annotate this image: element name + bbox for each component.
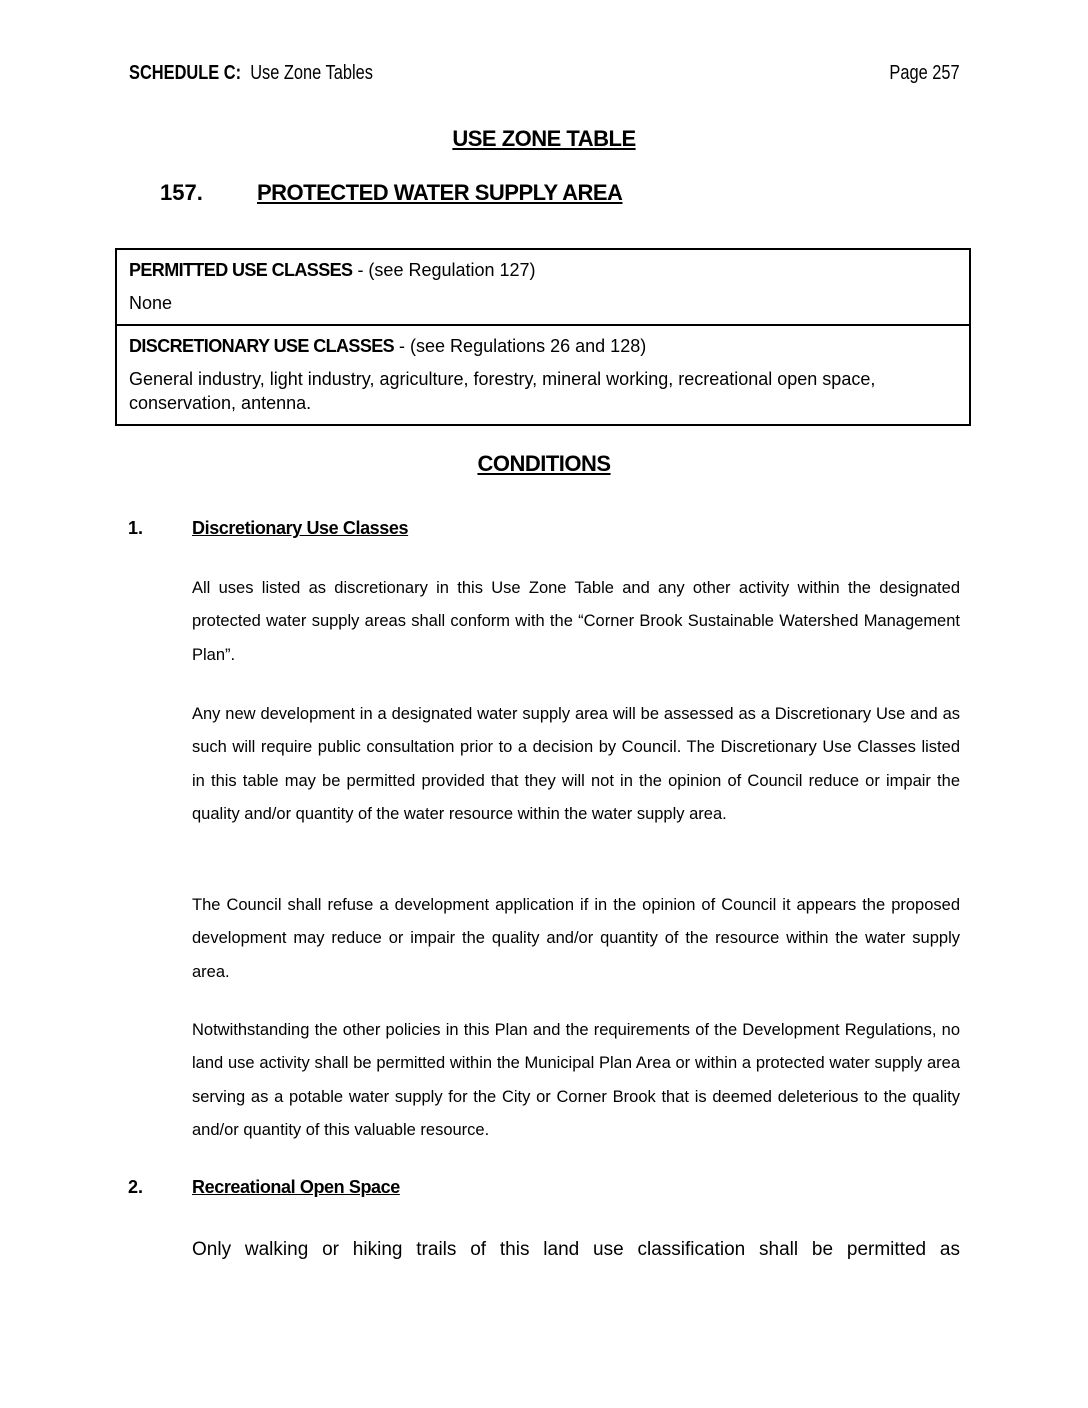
condition-1-paragraph: The Council shall refuse a development application if in the opinion of Council it appears the proposed development may reduce or impair the quality and/or quantity of the resource within the water supply area.	[192, 896, 960, 981]
section-title: PROTECTED WATER SUPPLY AREA	[257, 180, 623, 205]
schedule-label: SCHEDULE C:	[129, 62, 242, 84]
discretionary-label: DISCRETIONARY USE CLASSES	[129, 336, 395, 356]
condition-1-paragraph: Any new development in a designated water supply area will be assessed as a Discretionary Use and as such will require public consultation prior to a decision by Council. The Discretionary Use Classes listed in this table may be permitted provided that they will not in the opinion of Council reduce or impair the quality and/or quantity of the water resource within the water supply area.	[192, 705, 960, 824]
condition-1-paragraph: Notwithstanding the other policies in this Plan and the requirements of the Development Regulations, no land use activity shall be permitted within the Municipal Plan Area or within a protected water supply area serving as a potable water supply for the City or Corner Brook that is deemed deleterious to the quality and/or quantity of this valuable resource.	[192, 1021, 960, 1140]
discretionary-use-row	[117, 324, 969, 424]
condition-2-number: 2.	[128, 1177, 144, 1197]
condition-2-paragraph: Only walking or hiking trails of this land use classification shall be permitted as	[192, 1239, 960, 1260]
schedule-title: Use Zone Tables	[250, 62, 373, 84]
permitted-ref: - (see Regulation 127)	[352, 260, 536, 280]
permitted-heading	[129, 258, 957, 283]
page-title: USE ZONE TABLE	[452, 126, 636, 151]
condition-1-number: 1.	[128, 518, 144, 538]
condition-1-paragraph: All uses listed as discretionary in this Use Zone Table and any other activity within the designated protected water supply areas shall conform with the “Corner Brook Sustainable Watershed Management Plan”.	[192, 579, 960, 664]
condition-2-title: Recreational Open Space	[192, 1177, 400, 1197]
section-number: 157.	[160, 180, 203, 205]
page-number: Page 257	[889, 62, 960, 84]
condition-1-title: Discretionary Use Classes	[192, 518, 409, 538]
permitted-label: PERMITTED USE CLASSES	[129, 260, 353, 280]
use-zone-table	[115, 248, 971, 426]
discretionary-heading	[129, 334, 957, 359]
discretionary-content: General industry, light industry, agriculture, forestry, mineral working, recreational open space, conservation, antenna.	[129, 369, 876, 413]
conditions-heading: CONDITIONS	[477, 451, 611, 476]
running-header	[129, 62, 373, 85]
permitted-use-row	[117, 250, 969, 324]
discretionary-ref: - (see Regulations 26 and 128)	[394, 336, 647, 356]
permitted-content: None	[129, 293, 173, 313]
